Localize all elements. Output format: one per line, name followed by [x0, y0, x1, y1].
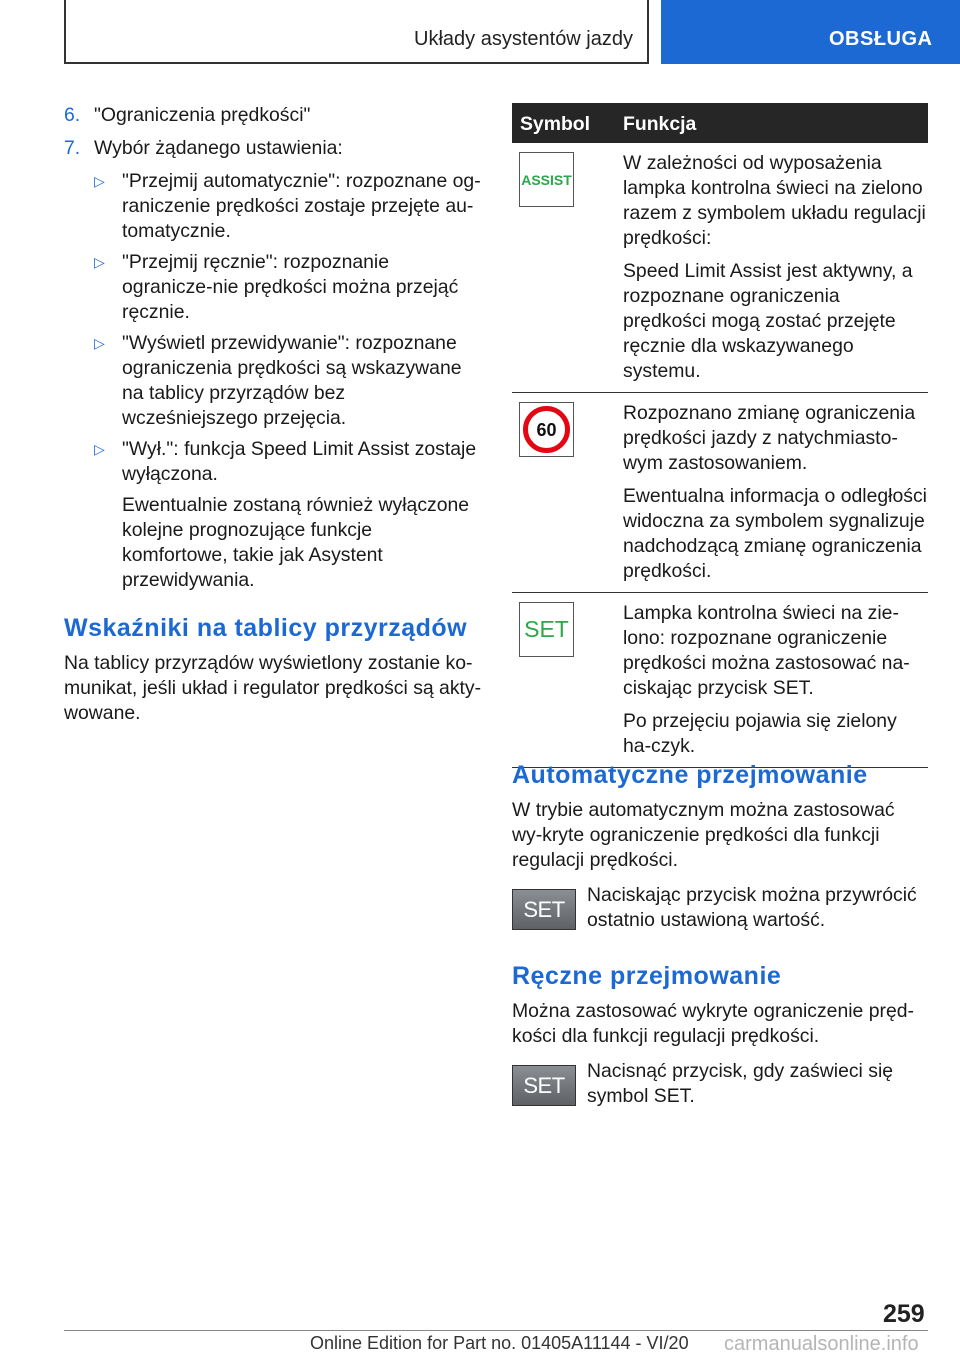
set-button-icon: SET	[512, 889, 576, 930]
option-note: Ewentualnie zostaną również wyłączone kolejne prognozujące funkcje komfortowe, takie jak Asystent przewidywania.	[122, 494, 470, 591]
column-header-function: Funkcja	[623, 113, 697, 135]
speed-limit-sign-icon	[519, 402, 574, 457]
section-tab	[661, 0, 960, 64]
section-heading: Ręczne przejmowanie	[512, 962, 782, 990]
edition-info: Online Edition for Part no. 01405A11144 - VI/20	[310, 1333, 689, 1353]
function-description: Ewentualna informacja o odległości widoczna za symbolem sygnalizuje nadchodzącą zmianę ograniczenia prędkości.	[623, 485, 927, 582]
option-text: "Wył.": funkcja Speed Limit Assist zostaje wyłączona.	[122, 438, 477, 485]
body-paragraph: Na tablicy przyrządów wyświetlony zostanie ko-munikat, jeśli układ i regulator prędkości są akty-wowane.	[64, 652, 482, 724]
page-number: 259	[883, 1300, 925, 1328]
option-text: "Przejmij automatycznie": rozpoznane og-raniczenie prędkości zostaje przejęte au-tomatycznie.	[122, 170, 481, 242]
right-lower-column	[512, 760, 928, 1109]
body-paragraph: W trybie automatycznym można zastosować wy-kryte ograniczenie prędkości dla funkcji regulacji prędkości.	[512, 799, 895, 871]
chapter-title: Układy asystentów jazdy	[414, 28, 633, 50]
function-description: Speed Limit Assist jest aktywny, a rozpoznane ograniczenia prędkości mogą zostać przejęte ręcznie dla wskazywanego systemu.	[623, 260, 913, 382]
button-instruction	[512, 883, 928, 933]
set-indicator-icon	[519, 602, 574, 657]
step-text: "Ograniczenia prędkości"	[94, 104, 311, 126]
step-text: Wybór żądanego ustawienia:	[94, 137, 343, 159]
set-button-icon: SET	[512, 1065, 576, 1106]
triangle-bullet-icon: ▷	[94, 254, 105, 270]
footer-divider	[64, 1330, 928, 1331]
function-description: Po przejęciu pojawia się zielony ha-czyk.	[623, 710, 897, 757]
assist-indicator-icon	[519, 152, 574, 207]
symbol-table	[512, 103, 928, 768]
triangle-bullet-icon: ▷	[94, 173, 105, 189]
button-instruction-text: Naciskając przycisk można przywrócić ostatnio ustawioną wartość.	[587, 884, 917, 931]
section-label: OBSŁUGA	[829, 28, 933, 50]
function-description: Lampka kontrolna świeci na zie-lono: rozpoznane ograniczenie prędkości można zastosować na-ciskając przycisk SET.	[623, 602, 910, 699]
function-description: W zależności od wyposażenia lampka kontrolna świeci na zielono razem z symbolem układu regulacji prędkości:	[623, 152, 926, 249]
button-instruction	[512, 1059, 928, 1109]
step-number: 6.	[64, 104, 81, 126]
triangle-bullet-icon: ▷	[94, 335, 105, 351]
section-heading: Wskaźniki na tablicy przyrządów	[64, 614, 468, 642]
option-bullet	[64, 169, 482, 244]
section-heading: Automatyczne przejmowanie	[512, 761, 868, 789]
column-header-symbol: Symbol	[520, 113, 591, 135]
option-bullet	[64, 331, 482, 431]
body-paragraph: Można zastosować wykryte ograniczenie pręd-kości dla funkcji regulacji prędkości.	[512, 1000, 914, 1047]
set-indicator-label: SET	[524, 616, 569, 642]
option-bullet	[64, 437, 482, 487]
option-text: "Przejmij ręcznie": rozpoznanie ogranicze-nie prędkości można przejąć ręcznie.	[122, 251, 459, 323]
step-number: 7.	[64, 137, 81, 159]
left-column	[64, 103, 482, 732]
option-text: "Wyświetl przewidywanie": rozpoznane ograniczenia prędkości są wskazywane na tablicy przyrządów bez wcześniejszego przejęcia.	[122, 332, 462, 429]
chapter-header	[64, 0, 649, 64]
option-bullet	[64, 250, 482, 325]
step-item	[64, 136, 482, 161]
table-row	[512, 393, 928, 593]
step-item	[64, 103, 482, 128]
speed-limit-value: 60	[536, 420, 557, 440]
button-instruction-text: Nacisnąć przycisk, gdy zaświeci się symbol SET.	[587, 1060, 894, 1107]
triangle-bullet-icon: ▷	[94, 441, 105, 457]
function-description: Rozpoznano zmianę ograniczenia prędkości jazdy z natychmiasto-wym zastosowaniem.	[623, 402, 916, 474]
table-header	[512, 103, 928, 143]
table-row	[512, 143, 928, 393]
table-row	[512, 593, 928, 768]
watermark: carmanualsonline.info	[724, 1333, 919, 1355]
assist-indicator-label: ASSIST	[521, 172, 572, 188]
